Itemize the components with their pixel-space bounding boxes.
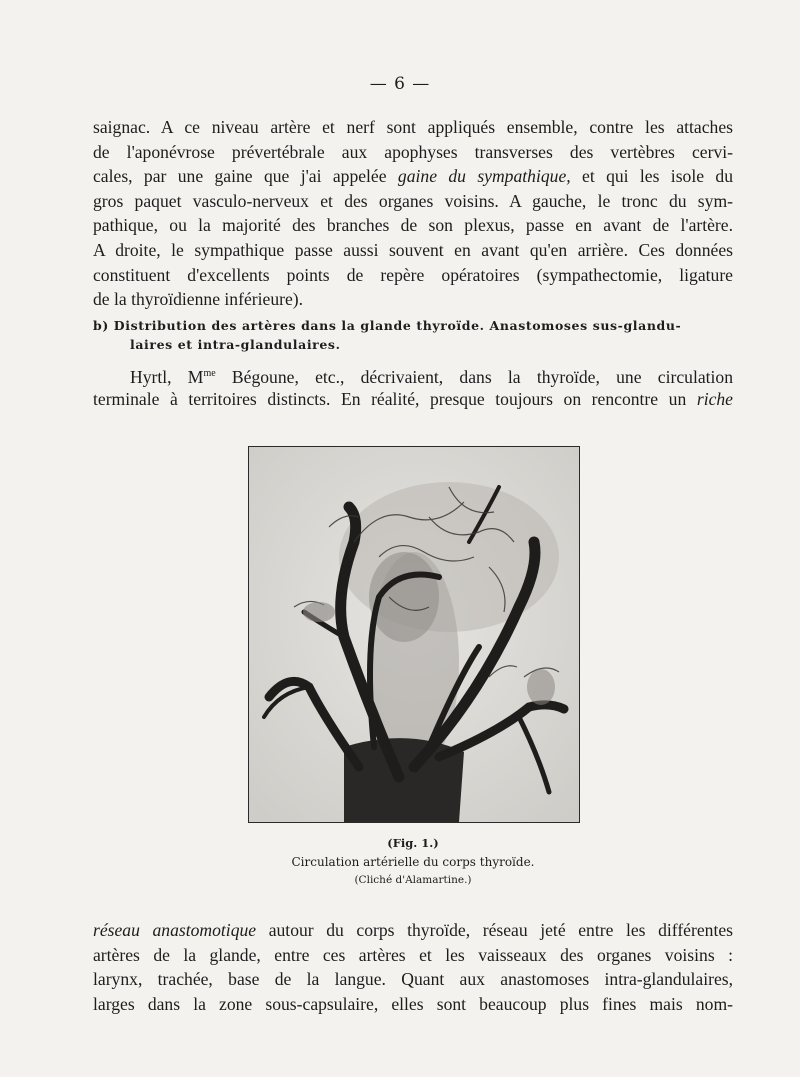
paragraph-reseau <box>93 918 733 1016</box>
paragraph-sympathique <box>93 115 733 312</box>
italic-term: riche <box>696 388 733 409</box>
text-line: larynx, trachée, base de la langue. Quant aux anastomoses intra-glandulaires, <box>93 969 733 990</box>
italic-term: gaine du sympathique, <box>397 166 571 187</box>
figure-thyroid-arteries-photo <box>248 446 580 823</box>
thyroid-arteries-illustration <box>249 447 579 822</box>
italic-term: réseau anastomotique <box>93 920 257 940</box>
figure-credit: (Cliché d'Alamartine.) <box>354 874 472 886</box>
text-line: terminale à territoires distincts. En réalité, presque toujours on rencontre un riche <box>93 388 733 409</box>
text-line: A droite, le sympathique passe aussi souvent en avant qu'en arrière. Ces données <box>93 239 733 260</box>
section-heading-line1: b) Distribution des artères dans la glande thyroïde. Anastomoses sus-glandu- <box>93 318 682 333</box>
section-heading-line2: laires et intra-glandulaires. <box>130 337 341 352</box>
text-line: larges dans la zone sous-capsulaire, elles sont beaucoup plus fines mais nom- <box>93 993 733 1014</box>
text-line: Hyrtl, $M^{me}$ Bégoune, etc., décrivaient, dans la thyroïde, une circulation <box>130 366 734 387</box>
text-line: de l'aponévrose prévertébrale aux apophyses transverses des vertèbres cervi- <box>93 141 733 162</box>
text-line: de la thyroïdienne inférieure). <box>93 289 304 310</box>
text-line: pathique, ou la majorité des branches de son plexus, passe en avant de l'artère. <box>93 215 733 236</box>
figure-caption: Circulation artérielle du corps thyroïde. <box>291 855 535 869</box>
text-line: réseau anastomotique autour du corps thyroïde, réseau jeté entre les différentes <box>93 920 733 940</box>
section-heading <box>93 316 733 354</box>
page-number: — 6 — <box>369 74 431 94</box>
paragraph-circulation <box>93 362 733 411</box>
text-line: gros paquet vasculo-nerveux et des organes voisins. A gauche, le tronc du sym- <box>93 190 733 211</box>
text-line: constituent d'excellents points de repère opératoires (sympathectomie, ligature <box>93 264 733 285</box>
text-line: cales, par une gaine que j'ai appelée gaine du sympathique, et qui les isole du <box>93 166 733 187</box>
figure-label: (Fig. 1.) <box>387 836 439 850</box>
text-line: saignac. A ce niveau artère et nerf sont appliqués ensemble, contre les attaches <box>93 117 733 137</box>
text-line: artères de la glande, entre ces artères et les vaisseaux des organes voisins : <box>93 944 733 965</box>
